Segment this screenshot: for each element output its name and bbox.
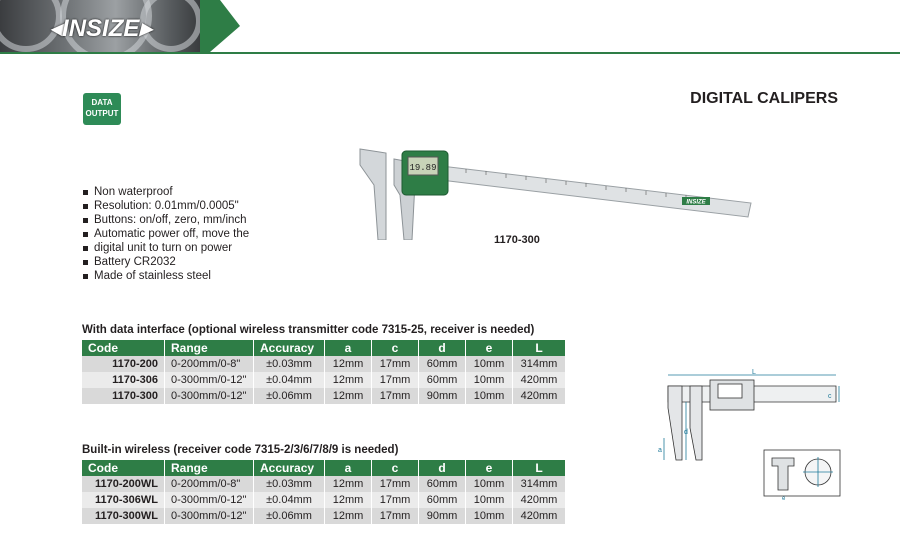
cell-d: 60mm — [419, 476, 466, 492]
caliper-product-image — [356, 145, 756, 240]
cell-e: 10mm — [466, 508, 513, 524]
cell-e: 10mm — [466, 492, 513, 508]
cell-code: 1170-300WL — [82, 508, 165, 524]
badge-line-2: OUTPUT — [85, 109, 119, 118]
cell-code: 1170-300 — [82, 388, 165, 404]
cell-L: 420mm — [513, 388, 566, 404]
cell-e: 10mm — [466, 388, 513, 404]
col-L: L — [513, 460, 566, 476]
cell-accuracy: ±0.04mm — [254, 492, 325, 508]
col-L: L — [513, 340, 566, 356]
feature-item-continued: digital unit to turn on power — [82, 241, 249, 255]
feature-item: Resolution: 0.01mm/0.0005" — [82, 199, 249, 213]
cell-a: 12mm — [325, 476, 372, 492]
cell-c: 17mm — [372, 492, 419, 508]
feature-item: Automatic power off, move the — [82, 227, 249, 241]
cell-range: 0-200mm/0-8" — [165, 476, 254, 492]
cell-accuracy: ±0.03mm — [254, 356, 325, 372]
badge-line-1: DATA — [91, 98, 113, 107]
cell-a: 12mm — [325, 492, 372, 508]
cell-L: 420mm — [513, 372, 566, 388]
dimension-drawing — [658, 368, 842, 503]
feature-item: Battery CR2032 — [82, 255, 249, 269]
cell-L: 314mm — [513, 356, 566, 372]
cell-range: 0-300mm/0-12" — [165, 492, 254, 508]
cell-code: 1170-306WL — [82, 492, 165, 508]
cell-code: 1170-200 — [82, 356, 165, 372]
data-output-badge — [83, 93, 121, 125]
cell-c: 17mm — [372, 388, 419, 404]
cell-L: 420mm — [513, 492, 566, 508]
cell-c: 17mm — [372, 476, 419, 492]
cell-a: 12mm — [325, 372, 372, 388]
display-reading: 19.89 — [409, 163, 437, 173]
col-range: Range — [165, 460, 254, 476]
table-row — [82, 356, 566, 372]
table-row — [82, 388, 566, 404]
col-a: a — [325, 340, 372, 356]
cell-d: 90mm — [419, 508, 466, 524]
feature-item: Made of stainless steel — [82, 269, 249, 283]
logo-left-arrow: ◂ — [50, 15, 63, 42]
table-row — [82, 372, 566, 388]
cell-accuracy: ±0.06mm — [254, 508, 325, 524]
dim-label-d: d — [684, 429, 688, 436]
cell-d: 60mm — [419, 356, 466, 372]
col-c: c — [372, 340, 419, 356]
dim-label-L: L — [752, 369, 756, 376]
col-a: a — [325, 460, 372, 476]
page-title: DIGITAL CALIPERS — [690, 90, 838, 107]
col-code: Code — [82, 460, 165, 476]
cell-code: 1170-200WL — [82, 476, 165, 492]
table-row — [82, 508, 566, 524]
cell-a: 12mm — [325, 356, 372, 372]
spec-table-built-in-wireless — [82, 460, 566, 524]
cell-d: 60mm — [419, 492, 466, 508]
col-accuracy: Accuracy — [254, 340, 325, 356]
col-e: e — [466, 340, 513, 356]
dim-label-a: a — [658, 447, 662, 454]
cell-accuracy: ±0.04mm — [254, 372, 325, 388]
cell-L: 420mm — [513, 508, 566, 524]
beam-brand-text: INSIZE — [686, 199, 706, 206]
cell-d: 60mm — [419, 372, 466, 388]
table-row — [82, 492, 566, 508]
cell-accuracy: ±0.03mm — [254, 476, 325, 492]
table-header-row — [82, 340, 566, 356]
cell-d: 90mm — [419, 388, 466, 404]
col-d: d — [419, 340, 466, 356]
table1-caption: With data interface (optional wireless transmitter code 7315-25, receiver is needed) — [82, 324, 535, 336]
col-e: e — [466, 460, 513, 476]
product-model-label: 1170-300 — [494, 234, 540, 246]
logo-right-arrow: ▸ — [139, 15, 152, 42]
dim-label-e: e — [782, 496, 786, 502]
brand-logo: ◂INSIZE▸ — [50, 15, 152, 42]
cell-e: 10mm — [466, 476, 513, 492]
feature-item: Buttons: on/off, zero, mm/inch — [82, 213, 249, 227]
spec-table-data-interface — [82, 340, 566, 404]
cell-e: 10mm — [466, 356, 513, 372]
table2-caption: Built-in wireless (receiver code 7315-2/3/6/7/8/9 is needed) — [82, 444, 399, 456]
col-c: c — [372, 460, 419, 476]
cell-c: 17mm — [372, 372, 419, 388]
cell-range: 0-300mm/0-12" — [165, 372, 254, 388]
col-accuracy: Accuracy — [254, 460, 325, 476]
cell-c: 17mm — [372, 356, 419, 372]
cell-range: 0-300mm/0-12" — [165, 508, 254, 524]
cell-e: 10mm — [466, 372, 513, 388]
feature-list — [82, 185, 249, 283]
col-range: Range — [165, 340, 254, 356]
cell-range: 0-300mm/0-12" — [165, 388, 254, 404]
dim-label-c: c — [828, 393, 832, 400]
table-row — [82, 476, 566, 492]
cell-accuracy: ±0.06mm — [254, 388, 325, 404]
col-d: d — [419, 460, 466, 476]
cell-range: 0-200mm/0-8" — [165, 356, 254, 372]
feature-item: Non waterproof — [82, 185, 249, 199]
cell-a: 12mm — [325, 388, 372, 404]
cell-code: 1170-306 — [82, 372, 165, 388]
col-code: Code — [82, 340, 165, 356]
table-header-row — [82, 460, 566, 476]
cell-L: 314mm — [513, 476, 566, 492]
cell-c: 17mm — [372, 508, 419, 524]
cell-a: 12mm — [325, 508, 372, 524]
header-banner — [0, 0, 900, 56]
